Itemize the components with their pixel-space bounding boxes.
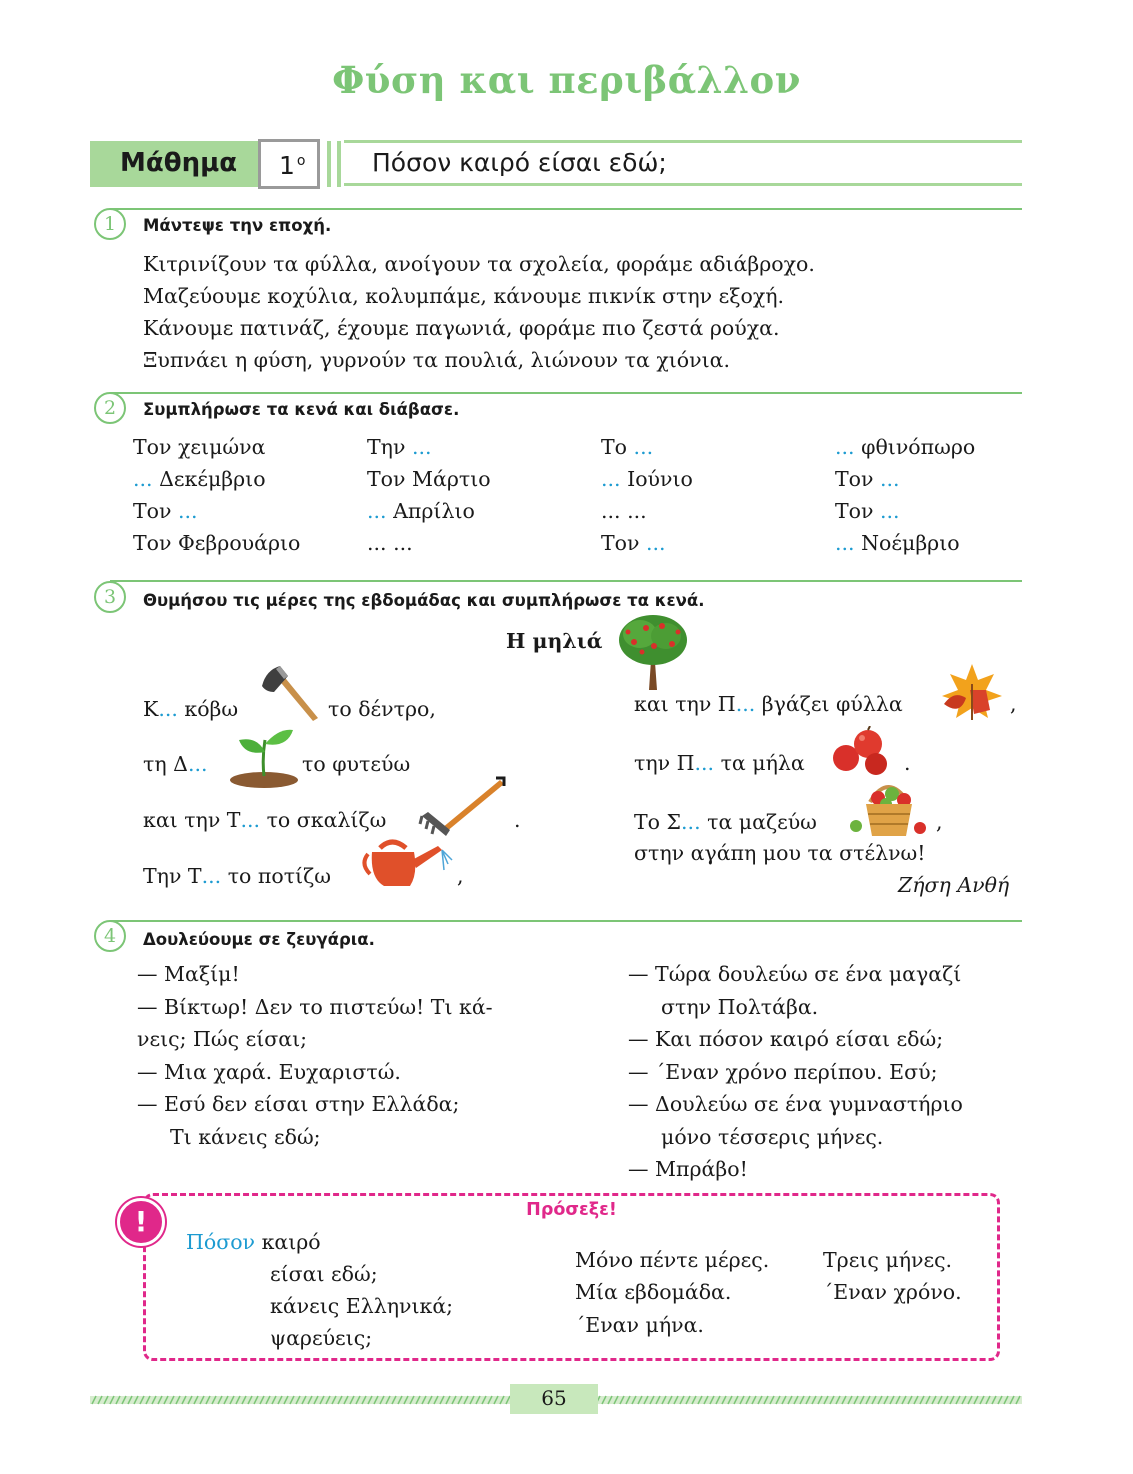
ex2-cell: Τον ...	[835, 467, 900, 491]
apple-tree-icon	[616, 612, 690, 690]
ex1-divider	[110, 208, 1022, 210]
attention-phrase: ψαρεύεις;	[270, 1326, 373, 1350]
ex1-line: Κάνουμε πατινάζ, έχουμε παγωνιά, φοράμε πιο ζεστά ρούχα.	[143, 316, 780, 340]
ex2-cell: Τον ...	[133, 499, 198, 523]
ex2-cell: Τον χειμώνα	[133, 435, 266, 459]
poem-left-line-3: και την Τ... το σκαλίζω	[143, 808, 387, 832]
ex2-divider	[110, 392, 1022, 394]
ex4-number: 4	[94, 920, 126, 952]
blank[interactable]: ...	[735, 692, 756, 716]
poem-left-line-1-end: το δέντρο,	[328, 697, 436, 721]
attention-answer: Μία εβδομάδα.	[575, 1280, 732, 1304]
attention-answer: ΄Εναν μήνα.	[575, 1313, 704, 1337]
poem-title: Η μηλιά	[506, 629, 603, 653]
blank[interactable]: ...	[694, 751, 715, 775]
blank[interactable]: ...	[158, 697, 178, 721]
ex2-cell[interactable]: ... ...	[601, 499, 647, 523]
ex2-cell: ... Ιούνιο	[601, 467, 693, 491]
lesson-number-box	[258, 139, 320, 189]
dialogue-line: μόνο τέσσερις μήνες.	[661, 1124, 884, 1149]
dialogue-line: — Μπράβο!	[628, 1157, 748, 1181]
blank[interactable]: ...	[681, 810, 701, 834]
attention-title: Πρόσεξε!	[526, 1200, 617, 1220]
ex2-cell[interactable]: ... ...	[367, 531, 413, 555]
attention-box	[143, 1193, 1000, 1361]
poem-right-line-3-end: ,	[936, 810, 943, 834]
blank[interactable]: ...	[880, 467, 900, 491]
exclamation-icon: !	[117, 1198, 165, 1246]
dialogue-line: — Τώρα δουλεύω σε ένα μαγαζί	[628, 962, 962, 986]
lesson-label: Μάθημα	[120, 148, 238, 178]
poem-left-line-3-end: .	[514, 808, 521, 832]
ex2-cell: ... Δεκέμβριο	[133, 467, 266, 491]
ex1-line: Ξυπνάει η φύση, γυρνούν τα πουλιά, λιώνουν τα χιόνια.	[143, 348, 731, 372]
ex3-title: Θυμήσου τις μέρες της εβδομάδας και συμπλήρωσε τα κενά.	[143, 591, 705, 610]
poem-right-line-1-end: ,	[1010, 692, 1017, 716]
sprout-icon	[229, 722, 299, 788]
dialogue-line: — Εσύ δεν είσαι στην Ελλάδα;	[137, 1092, 460, 1116]
hoe-icon	[416, 776, 506, 838]
blank[interactable]: ...	[133, 467, 153, 491]
apples-icon	[832, 726, 892, 776]
dialogue-line: νεις; Πώς είσαι;	[137, 1027, 308, 1051]
ex2-cell: Τον ...	[835, 499, 900, 523]
ex1-line: Κιτρινίζουν τα φύλλα, ανοίγουν τα σχολεία, φοράμε αδιάβροχο.	[143, 252, 815, 276]
blank[interactable]: ...	[835, 435, 855, 459]
poem-right-line-2-end: .	[904, 751, 911, 775]
attention-answer: Μόνο πέντε μέρες.	[575, 1248, 770, 1272]
blank[interactable]: ...	[880, 499, 900, 523]
axe-icon	[258, 664, 322, 722]
ex2-cell: Τον Φεβρουάριο	[133, 531, 301, 555]
ex4-title: Δουλεύουμε σε ζευγάρια.	[143, 930, 375, 949]
blank[interactable]: ...	[240, 808, 261, 832]
blank[interactable]: ...	[633, 435, 654, 459]
ex1-number: 1	[94, 208, 126, 240]
poem-left-line-1: Κ... κόβω	[143, 697, 239, 721]
ex2-cell: Τον Μάρτιο	[367, 467, 491, 491]
ex1-title: Μάντεψε την εποχή.	[143, 216, 332, 235]
ex2-cell: Την ...	[367, 435, 432, 459]
poem-left-line-2: τη Δ...	[143, 752, 208, 776]
attention-phrase: κάνεις Ελληνικά;	[270, 1294, 454, 1318]
lesson-header	[90, 139, 1022, 189]
ex3-divider	[110, 580, 1022, 582]
dialogue-line: — Μια χαρά. Ευχαριστώ.	[137, 1059, 401, 1084]
poem-right-line-1: και την Π... βγάζει φύλλα	[634, 692, 903, 716]
attention-answer: ΄Εναν χρόνο.	[823, 1280, 962, 1304]
blank[interactable]: ...	[187, 752, 208, 776]
poem-author: Ζήση Ανθή	[898, 873, 1010, 897]
dialogue-line: Τι κάνεις εδώ;	[170, 1124, 321, 1149]
dialogue-line: — Δουλεύω σε ένα γυμναστήριο	[628, 1092, 963, 1116]
blank[interactable]: ...	[411, 435, 432, 459]
ex2-number: 2	[94, 392, 126, 424]
ex2-cell: Τον ...	[601, 531, 666, 555]
ex3-number: 3	[94, 581, 126, 613]
autumn-leaves-icon	[940, 660, 1004, 724]
blank[interactable]: ...	[178, 499, 198, 523]
ex2-cell: ... Νοέμβριο	[835, 531, 960, 555]
ex1-line: Μαζεύουμε κοχύλια, κολυμπάμε, κάνουμε πικνίκ στην εξοχή.	[143, 284, 785, 308]
apple-basket-icon	[848, 776, 930, 842]
lesson-title: Πόσον καιρό είσαι εδώ;	[372, 148, 667, 177]
attention-phrase-start: Πόσον καιρό	[186, 1230, 321, 1254]
poem-right-line-2: την Π... τα μήλα	[634, 751, 805, 775]
poem-left-line-4: Την Τ... το ποτίζω	[143, 864, 331, 888]
dialogue-right	[628, 958, 963, 1186]
ex4-divider	[110, 920, 1022, 922]
watering-can-icon	[362, 834, 454, 898]
dialogue-line: — ΄Εναν χρόνο περίπου. Εσύ;	[628, 1059, 938, 1084]
dialogue-line: στην Πολτάβα.	[661, 994, 819, 1019]
page-title: Φύση και περιβάλλον	[332, 58, 801, 102]
poem-right-line-4: στην αγάπη μου τα στέλνω!	[634, 841, 926, 865]
ex2-cell: Το ...	[601, 435, 654, 459]
ex2-cell: ... φθινόπωρο	[835, 435, 976, 459]
poem-left-line-2-end: το φυτεύω	[302, 752, 411, 776]
dialogue-line: — Μαξίμ!	[137, 962, 240, 986]
ex2-cell: ... Απρίλιο	[367, 499, 475, 523]
dialogue-line: — Και πόσον καιρό είσαι εδώ;	[628, 1027, 944, 1051]
lesson-number: 1	[279, 151, 295, 180]
blank[interactable]: ...	[201, 864, 222, 888]
dialogue-left	[137, 958, 493, 1153]
poem-left-line-4-end: ,	[457, 864, 464, 888]
page-number: 65	[541, 1386, 567, 1410]
blank[interactable]: ...	[367, 499, 387, 523]
poson-word: Πόσον	[186, 1230, 256, 1254]
lesson-number-suffix: ο	[296, 152, 306, 169]
dialogue-line: — Βίκτωρ! Δεν το πιστεύω! Τι κά-	[137, 994, 493, 1019]
poem-right-line-3: Το Σ... τα μαζεύω	[634, 810, 817, 834]
blank[interactable]: ...	[646, 531, 666, 555]
blank[interactable]: ...	[835, 531, 855, 555]
blank[interactable]: ...	[601, 467, 621, 491]
attention-answer: Τρεις μήνες.	[823, 1248, 953, 1272]
ex2-title: Συμπλήρωσε τα κενά και διάβασε.	[143, 400, 460, 419]
ex1-text	[143, 248, 815, 376]
attention-phrase: είσαι εδώ;	[270, 1262, 378, 1286]
